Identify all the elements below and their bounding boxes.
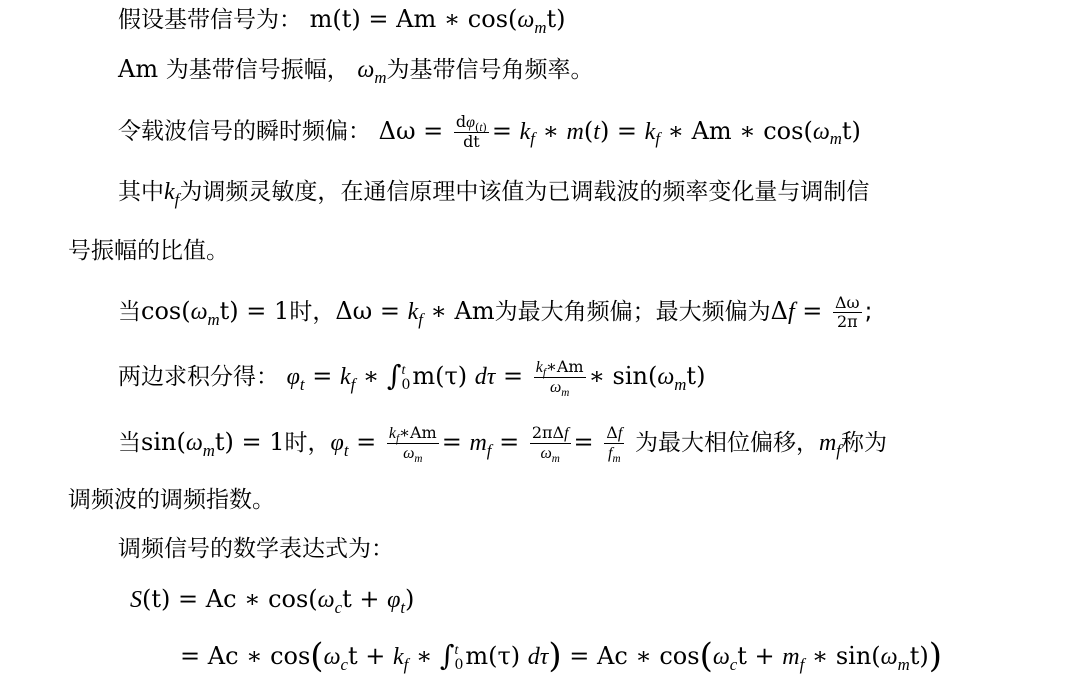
math-formula: S(t) = Ac ∗ $\cos(\omega_ct + \varphi_t)$ — [130, 585, 415, 617]
math-formula: Δω = $\frac{d\varphi_{(t)}}{dt}$ = $k_f$ ∗ $m(t) = k_f$ ∗ Am ∗ $\cos(\omega_mt)$ — [378, 112, 861, 151]
math-formula: Δf = $\frac{\Delta\omega}{2\pi}$ — [770, 293, 860, 331]
math-formula: $\cos(\omega_mt) = 1$ — [141, 297, 290, 329]
line-text: 调频波的调频指数。 — [68, 487, 275, 513]
line-text: 时， — [284, 430, 331, 456]
math-formula: = Ac ∗ $\cos(\omega_ct + k_f$ ∗ ∫ t 0 m(τ) dτ) = Ac ∗ $\cos(\omega_ct + m_f$ ∗ $\sin(\omega_mt)$) — [180, 636, 943, 676]
line-text: 为基带信号振幅， — [165, 57, 350, 83]
line-frequency-deviation — [118, 113, 861, 151]
line-text: 号振幅的比值。 — [68, 238, 229, 264]
line-text: 其中 — [118, 179, 164, 205]
line-text: 当 — [118, 299, 141, 325]
math-formula: $\sin(\omega_mt) = 1$ — [141, 428, 285, 460]
line-text: 两边求积分得： — [118, 364, 279, 390]
math-formula: $\Delta\omega = k_f$ ∗ Am — [335, 297, 495, 329]
math-formula: $m_f$ — [818, 430, 841, 460]
line-am-definition — [118, 54, 593, 85]
line-modulation-index — [118, 424, 887, 463]
math-formula: $k_f$ — [164, 179, 180, 209]
equation-fm-signal-expanded — [180, 636, 943, 676]
math-formula: Am — [118, 55, 159, 83]
line-text: 称为 — [840, 430, 887, 456]
line-fm-expression-label — [118, 533, 394, 564]
line-max-deviation: 当$\cos(\omega_mt) = 1$时，$\Delta\omega = k_f$ ∗ Am为最大角频偏；最大频偏为Δf = $\frac{\Delta\omega}{2\pi}$ ; — [118, 293, 873, 331]
math-formula: $\varphi_t = k_f$ ∗ ∫ t 0 m(τ) dτ = $\frac{k_f∗Am}{\omega_m}$ ∗ $\sin(\omega_mt)$ — [286, 357, 706, 399]
equation-fm-signal — [130, 584, 414, 615]
line-baseband-definition — [118, 4, 565, 35]
line-text: 调频信号的数学表达式为： — [118, 536, 394, 562]
line-integration — [118, 358, 705, 397]
line-text: 令载波信号的瞬时频偏： — [118, 118, 371, 145]
line-text: 为最大角频偏；最大频偏为 — [494, 299, 771, 325]
math-formula: $\varphi_t$ = $\frac{k_f∗Am}{\omega_m}$ = $m_f$ = $\frac{\text{2πΔf}}{\omega_m}$ = $\frac{\Delta f}{f_m}$ — [330, 423, 623, 465]
math-formula: $\omega_m$ — [357, 57, 387, 87]
line-text: 为最大相位偏移， — [634, 430, 819, 456]
line-text: 时， — [289, 299, 336, 325]
line-modulation-index-cont — [68, 484, 275, 515]
line-kf-explanation-cont — [68, 235, 229, 266]
line-text: 为调频灵敏度，在通信原理中该值为已调载波的频率变化量与调制信 — [179, 179, 870, 205]
line-text: 为基带信号角频率。 — [386, 57, 594, 83]
line-text: 当 — [118, 430, 141, 456]
line-kf-explanation — [118, 176, 869, 207]
math-formula: m(t) = Am ∗ $\cos(\omega_mt)$ — [309, 5, 566, 37]
line-text: 假设基带信号为： — [118, 7, 302, 33]
